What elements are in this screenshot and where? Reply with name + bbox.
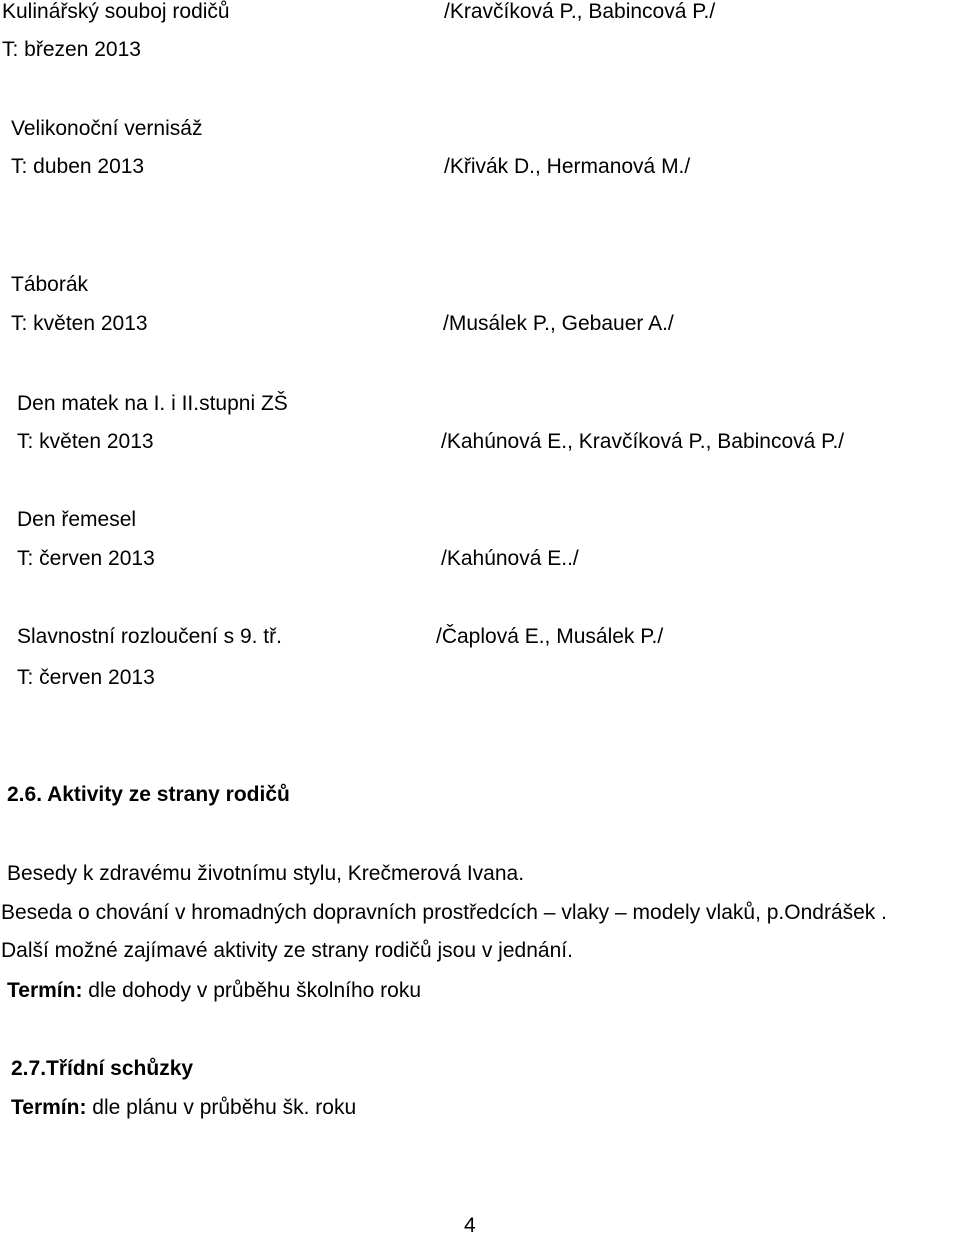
event-responsible: /Kahúnová E../	[441, 547, 579, 570]
term-value: dle plánu v průběhu šk. roku	[86, 1096, 357, 1119]
event-title: Táborák	[11, 273, 89, 296]
section-heading: 2.6. Aktivity ze strany rodičů	[7, 783, 290, 806]
term-label: Termín:	[11, 1096, 87, 1119]
event-term: T: květen 2013	[11, 312, 148, 335]
event-term: T: duben 2013	[11, 155, 145, 178]
section-heading: 2.7.Třídní schůzky	[11, 1057, 194, 1080]
event-title: Slavnostní rozloučení s 9. tř.	[17, 625, 282, 648]
event-title: Den matek na I. i II.stupni ZŠ	[17, 392, 288, 415]
paragraph-line: Beseda o chování v hromadných dopravních prostředcích – vlaky – modely vlaků, p.Ondrášek .	[1, 901, 887, 924]
event-responsible: /Kravčíková P., Babincová P./	[444, 0, 716, 23]
event-responsible: /Musálek P., Gebauer A./	[443, 312, 674, 335]
event-responsible: /Křivák D., Hermanová M./	[444, 155, 691, 178]
paragraph-line: Besedy k zdravému životnímu stylu, Krečmerová Ivana.	[7, 862, 525, 885]
event-term: T: červen 2013	[17, 666, 155, 689]
term-line	[7, 979, 421, 1003]
term-value: dle dohody v průběhu školního roku	[82, 979, 422, 1002]
event-term: T: březen 2013	[2, 38, 141, 61]
event-responsible: /Čaplová E., Musálek P./	[436, 625, 664, 648]
page-number: 4	[464, 1214, 476, 1237]
event-term: T: květen 2013	[17, 430, 154, 453]
term-label: Termín:	[7, 979, 83, 1002]
event-term: T: červen 2013	[17, 547, 155, 570]
term-line	[11, 1096, 356, 1120]
event-title: Den řemesel	[17, 508, 137, 531]
event-title: Velikonoční vernisáž	[11, 117, 203, 140]
event-responsible: /Kahúnová E., Kravčíková P., Babincová P./	[441, 430, 845, 453]
event-title: Kulinářský souboj rodičů	[2, 0, 230, 23]
paragraph-line: Další možné zajímavé aktivity ze strany rodičů jsou v jednání.	[1, 939, 573, 962]
